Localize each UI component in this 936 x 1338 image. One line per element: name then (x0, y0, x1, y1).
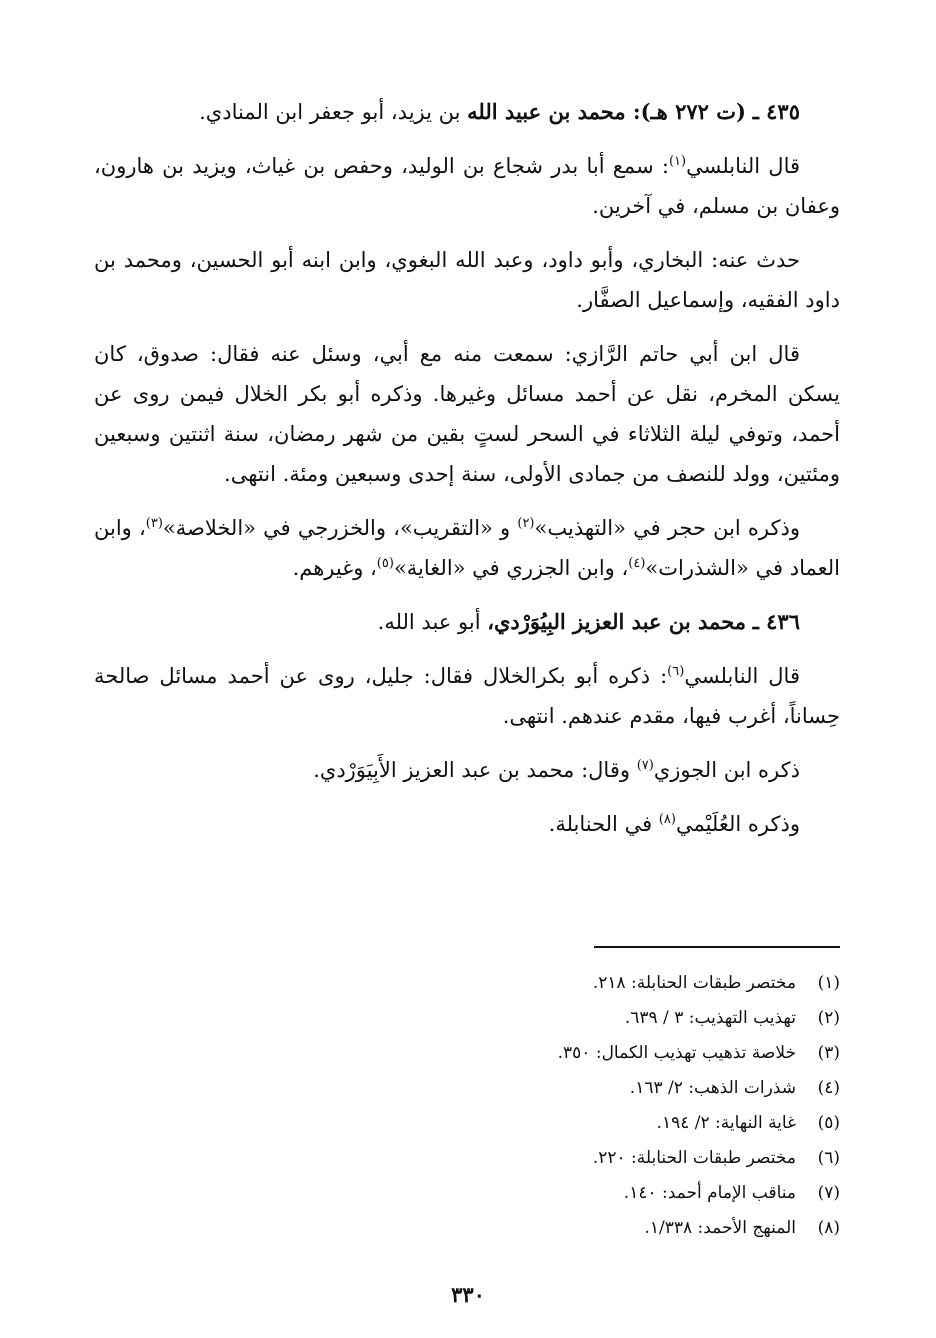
footnote-number: (١) (817, 973, 840, 993)
footnote-text: المنهج الأحمد: ١/٣٣٨. (644, 1218, 796, 1238)
footnote-item (96, 1211, 840, 1246)
footnote-ref[interactable]: (٤) (628, 556, 646, 571)
footnote-ref[interactable]: (٦) (667, 664, 685, 679)
footnote-number: (٤) (817, 1078, 840, 1098)
entry-heading (94, 602, 840, 642)
entry-number: ٤٣٦ ـ (752, 609, 800, 634)
footnote-text: مختصر طبقات الحنابلة: ٢٢٠. (592, 1148, 796, 1168)
footnote-text: مناقب الإمام أحمد: ١٤٠. (623, 1183, 796, 1203)
footnote-item (96, 1036, 840, 1071)
entry-heading-tail: أبو عبد الله. (377, 610, 481, 634)
footnote-number: (٧) (817, 1183, 840, 1203)
paragraph: وذكره العُلَيْمي$^{(٨)}$ في الحنابلة. (548, 812, 800, 836)
footnote-text: غاية النهاية: ٢/ ١٩٤. (656, 1113, 796, 1133)
footnote-ref[interactable]: (٣) (145, 516, 163, 531)
entry-heading (94, 92, 840, 132)
footnote-ref[interactable]: (٧) (636, 758, 654, 773)
footnote-text: شذرات الذهب: ٢/ ١٦٣. (629, 1078, 796, 1098)
main-text (94, 92, 840, 858)
footnote-text: تهذيب التهذيب: ٣ / ٦٣٩. (624, 1008, 796, 1028)
entry-435 (94, 92, 840, 588)
footnote-item (96, 1106, 840, 1141)
footnote-item (96, 1141, 840, 1176)
footnote-ref[interactable]: (٨) (658, 812, 676, 827)
footnote-number: (٣) (817, 1043, 840, 1063)
footnotes-list (96, 966, 840, 1246)
footnote-item (96, 1176, 840, 1211)
footnote-ref[interactable]: (٥) (376, 556, 394, 571)
footnote-number: (٥) (817, 1113, 840, 1133)
references-paragraph: وذكره ابن حجر في «التهذيب»$^{(٢)}$ و «التقريب»، والخزرجي في «الخلاصة»$^{(٣)}$، وابن العماد في «الشذرات»$^{(٤)}$، وابن الجزري في «الغاية»$^{(٥)}$، وغيرهم. (94, 516, 840, 580)
page-number: ٣٣٠ (451, 1282, 485, 1307)
paragraph: قال النابلسي$^{(١)}$: سمع أبا بدر شجاع بن الوليد، وحفص بن غياث، ويزيد بن هارون، وعفان بن مسلم، في آخرين. (94, 154, 840, 218)
paragraph: ذكره ابن الجوزي$^{(٧)}$ وقال: محمد بن عبد العزيز الأَبِيَوَرْدي. (313, 758, 800, 782)
footnote-ref[interactable]: (٢) (517, 516, 535, 531)
footnote-item (96, 1071, 840, 1106)
entry-number: ٤٣٥ ـ (752, 99, 800, 124)
footnote-number: (٢) (817, 1008, 840, 1028)
entry-name: محمد بن عبد العزيز البِيُوَرْدي، (487, 609, 746, 634)
footnote-item (96, 966, 840, 1001)
footnote-item (96, 1001, 840, 1036)
paragraph: حدث عنه: البخاري، وأبو داود، وعبد الله البغوي، وابن ابنه أبو الحسين، ومحمد بن داود الفقيه، وإسماعيل الصفَّار. (94, 248, 840, 312)
paragraph: قال ابن أبي حاتم الرَّازي: سمعت منه مع أبي، وسئل عنه فقال: صدوق، كان يسكن المخرم، نقل عن أحمد مسائل وغيرها. وذكره أبو بكر الخلال فيمن روى عن أحمد، وتوفي ليلة الثلاثاء في السحر لستٍ بقين من شهر رمضان، سنة اثنتين وسبعين ومئتين، وولد للنصف من جمادى الأولى، سنة إحدى وسبعين ومئة. انتهى. (94, 342, 840, 486)
entry-436 (94, 602, 840, 844)
footnote-text: مختصر طبقات الحنابلة: ٢١٨. (592, 973, 796, 993)
footnote-number: (٦) (817, 1148, 840, 1168)
paragraph: قال النابلسي$^{(٦)}$: ذكره أبو بكرالخلال فقال: جليل، روى عن أحمد مسائل صالحة حِساناً، أغرب فيها، مقدم عندهم. انتهى. (94, 664, 840, 728)
footnote-ref[interactable]: (١) (668, 154, 687, 169)
footnote-text: خلاصة تذهيب تهذيب الكمال: ٣٥٠. (557, 1043, 796, 1063)
entry-name: (ت ٢٧٢ هـ): محمد بن عبيد الله (467, 99, 746, 124)
footnote-number: (٨) (817, 1218, 840, 1238)
footnote-divider (594, 946, 840, 948)
entry-heading-tail: بن يزيد، أبو جعفر ابن المنادي. (199, 100, 461, 124)
